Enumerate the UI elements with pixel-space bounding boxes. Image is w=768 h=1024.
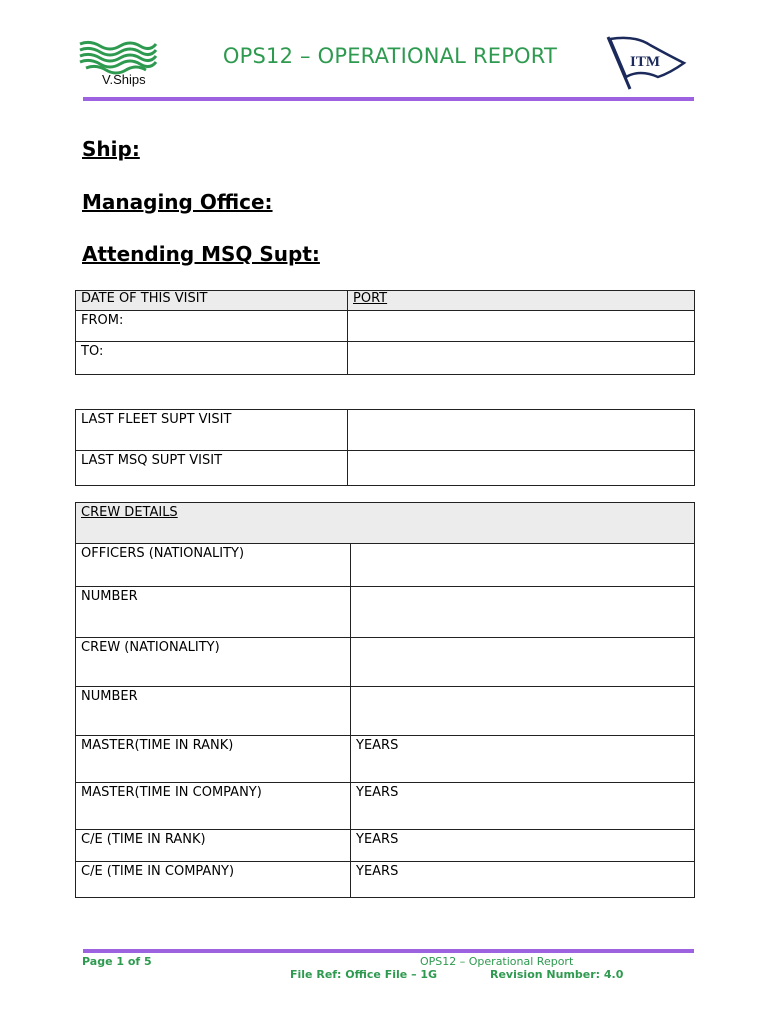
crew-row-label: NUMBER	[76, 587, 351, 638]
visit-table	[75, 290, 695, 375]
crew-row-label: NUMBER	[76, 687, 351, 736]
itm-flag-logo	[600, 33, 690, 93]
crew-row-value[interactable]	[351, 544, 695, 587]
last-fleet-supt-label: LAST FLEET SUPT VISIT	[76, 410, 348, 451]
crew-row-label: CREW (NATIONALITY)	[76, 638, 351, 687]
crew-row-value[interactable]: YEARS	[351, 783, 695, 830]
footer-doc-name: OPS12 – Operational Report	[420, 955, 574, 968]
to-label: TO:	[76, 342, 348, 375]
port-header: PORT	[348, 291, 695, 311]
from-label: FROM:	[76, 311, 348, 342]
footer-rule	[83, 949, 694, 953]
crew-row-value[interactable]: YEARS	[351, 862, 695, 898]
last-visits-table	[75, 409, 695, 486]
last-msq-supt-value[interactable]	[348, 451, 695, 486]
crew-row-label: C/E (TIME IN COMPANY)	[76, 862, 351, 898]
crew-row-value[interactable]: YEARS	[351, 736, 695, 783]
revision-number: Revision Number: 4.0	[490, 968, 624, 981]
file-reference: File Ref: Office File – 1G	[290, 968, 438, 981]
vships-logo-text: V.Ships	[102, 72, 146, 87]
header-rule	[83, 97, 694, 101]
last-msq-supt-label: LAST MSQ SUPT VISIT	[76, 451, 348, 486]
crew-row-value[interactable]	[351, 687, 695, 736]
attending-supt-label: Attending MSQ Supt:	[82, 242, 320, 266]
crew-details-header: CREW DETAILS	[76, 503, 695, 544]
managing-office-label: Managing Office:	[82, 190, 273, 214]
crew-row-value[interactable]	[351, 638, 695, 687]
crew-row-label: MASTER(TIME IN COMPANY)	[76, 783, 351, 830]
from-port-cell[interactable]	[348, 311, 695, 342]
itm-logo-text: ITM	[630, 54, 660, 70]
crew-row-label: MASTER(TIME IN RANK)	[76, 736, 351, 783]
date-of-visit-header: DATE OF THIS VISIT	[76, 291, 348, 311]
crew-row-label: OFFICERS (NATIONALITY)	[76, 544, 351, 587]
page-number: Page 1 of 5	[82, 955, 152, 968]
ship-label: Ship:	[82, 137, 140, 161]
to-port-cell[interactable]	[348, 342, 695, 375]
crew-row-value[interactable]	[351, 587, 695, 638]
last-fleet-supt-value[interactable]	[348, 410, 695, 451]
document-title: OPS12 – OPERATIONAL REPORT	[222, 44, 558, 68]
crew-row-value[interactable]: YEARS	[351, 830, 695, 862]
crew-details-table	[75, 502, 695, 898]
crew-row-label: C/E (TIME IN RANK)	[76, 830, 351, 862]
